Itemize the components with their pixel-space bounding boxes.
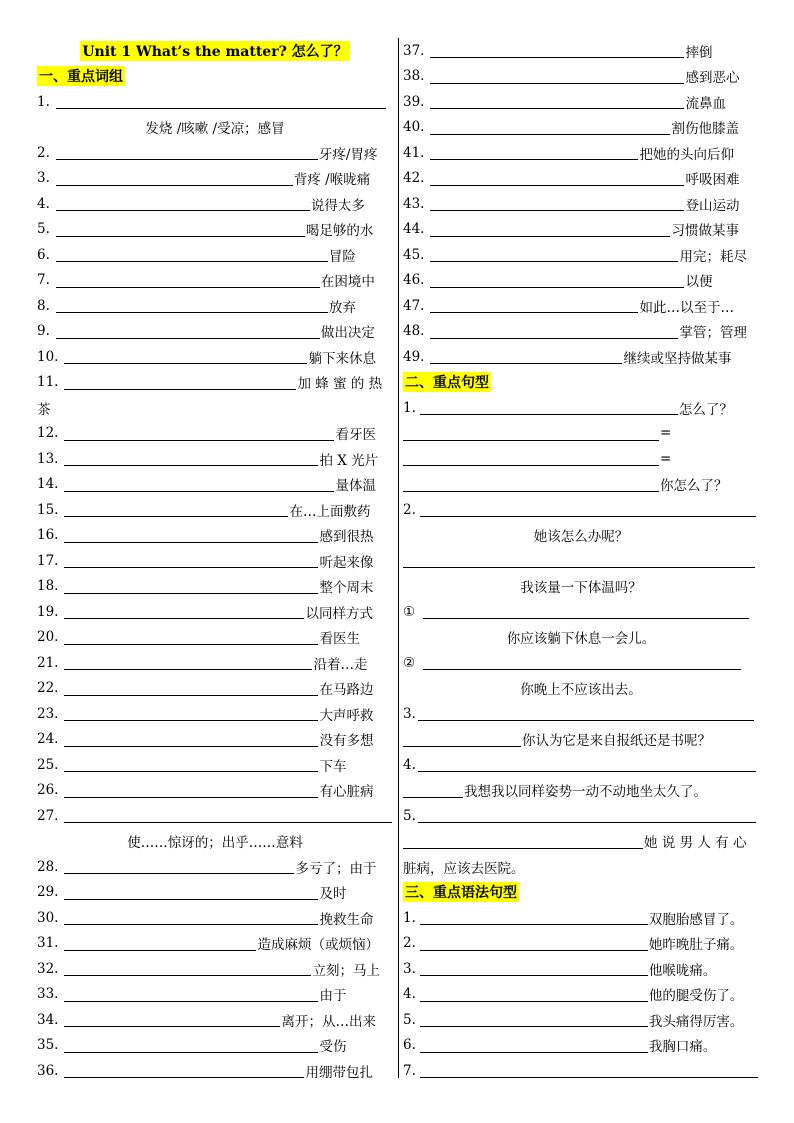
item-hint: 双胞胎感冒了。 xyxy=(648,911,744,928)
left-column xyxy=(37,38,393,1084)
item-number: 12. xyxy=(37,425,59,442)
list-item xyxy=(37,931,393,957)
list-item xyxy=(37,880,393,906)
sentence-2-blank-4 xyxy=(403,650,759,676)
fill-blank[interactable] xyxy=(418,808,756,823)
fill-blank[interactable] xyxy=(430,43,684,58)
item-hint: 造成麻烦（或烦恼） xyxy=(257,937,379,954)
item-hint: 挽救生命 xyxy=(319,911,374,928)
list-item xyxy=(37,803,393,829)
list-item xyxy=(37,905,393,931)
circle-marker-2: ② xyxy=(403,654,416,671)
right-column xyxy=(403,38,759,1084)
item-hint: 冒险 xyxy=(328,248,356,265)
item-hint: 以同样方式 xyxy=(305,605,373,622)
item-number: 40. xyxy=(403,119,425,136)
list-item xyxy=(403,293,759,319)
item-number: 31. xyxy=(37,935,59,952)
list-item xyxy=(37,293,393,319)
item-hint: 多亏了；由于 xyxy=(295,860,377,877)
item-number: 15. xyxy=(37,501,59,518)
list-item xyxy=(37,217,393,243)
list-item xyxy=(403,115,759,141)
fill-blank[interactable] xyxy=(56,247,328,262)
item-hint: 以便 xyxy=(685,274,713,291)
item-hint: 沿着…走 xyxy=(313,656,368,673)
fill-blank[interactable] xyxy=(64,349,307,364)
fill-blank[interactable] xyxy=(430,324,678,339)
fill-blank[interactable] xyxy=(64,1012,280,1027)
item-hint: 我头痛得厉害。 xyxy=(648,1013,744,1030)
list-item xyxy=(37,140,393,166)
item-hint: 流鼻血 xyxy=(685,95,726,112)
item-number: 30. xyxy=(37,909,59,926)
fill-blank[interactable] xyxy=(420,961,648,976)
item-hint: 你晚上不应该出去。 xyxy=(520,682,642,699)
item-number: 48. xyxy=(403,323,425,340)
item-hint: 离开；从…出来 xyxy=(281,1013,376,1030)
list-item xyxy=(37,599,393,625)
item-hint: 看医生 xyxy=(319,631,360,648)
fill-blank[interactable] xyxy=(403,451,659,466)
item-hint: 习惯做某事 xyxy=(671,223,739,240)
fill-blank[interactable] xyxy=(64,553,318,568)
list-item xyxy=(37,395,393,421)
item-hint: 及时 xyxy=(319,886,347,903)
fill-blank[interactable] xyxy=(430,94,684,109)
phrase-list-right xyxy=(403,38,759,370)
list-item xyxy=(37,752,393,778)
item-number: 6. xyxy=(37,246,50,263)
list-item xyxy=(37,574,393,600)
item-hint: 怎么了？ xyxy=(678,401,733,418)
sentence-4 xyxy=(403,752,759,778)
item-hint: 你怎么了？ xyxy=(660,478,728,495)
list-item xyxy=(37,625,393,651)
item-hint: 如此…以至于… xyxy=(639,299,734,316)
fill-blank[interactable] xyxy=(430,171,684,186)
item-hint: 有心脏病 xyxy=(319,784,374,801)
item-hint: 在…上面敷药 xyxy=(289,503,371,520)
fill-blank[interactable] xyxy=(64,987,318,1002)
list-item xyxy=(37,191,393,217)
fill-blank[interactable] xyxy=(420,1063,758,1078)
list-item xyxy=(37,472,393,498)
item-hint: 听起来像 xyxy=(319,554,374,571)
item-hint: 他的腿受伤了。 xyxy=(648,988,744,1005)
equals-sign: = xyxy=(660,450,672,467)
list-item xyxy=(37,242,393,268)
item-hint: 你认为它是来自报纸还是书呢？ xyxy=(522,733,711,750)
item-number: 2. xyxy=(403,935,416,952)
grammar-item xyxy=(403,1007,759,1033)
fill-blank[interactable] xyxy=(64,936,256,951)
fill-blank[interactable] xyxy=(420,987,648,1002)
list-item xyxy=(37,1058,393,1084)
item-hint: 感到恶心 xyxy=(685,70,740,87)
item-hint: 做出决定 xyxy=(320,325,375,342)
item-number: 18. xyxy=(37,578,59,595)
section-1-title: 一、重点词组 xyxy=(37,66,125,86)
item-hint: 背疼 /喉咙痛 xyxy=(293,172,371,189)
item-hint: 掌管；管理 xyxy=(679,325,747,342)
grammar-item xyxy=(403,982,759,1008)
list-item xyxy=(37,319,393,345)
fill-blank[interactable] xyxy=(420,1038,648,1053)
fill-blank[interactable] xyxy=(64,477,334,492)
item-number: 28. xyxy=(37,858,59,875)
item-hint: 在困境中 xyxy=(320,274,375,291)
item-number: 7. xyxy=(37,272,50,289)
list-item xyxy=(37,268,393,294)
item-number: 5. xyxy=(37,221,50,238)
item-number: 9. xyxy=(37,323,50,340)
fill-blank[interactable] xyxy=(420,936,648,951)
list-item xyxy=(37,446,393,472)
item-hint: 继续或坚持做某事 xyxy=(623,350,732,367)
section-2-title: 二、重点句型 xyxy=(403,372,491,392)
list-item xyxy=(403,140,759,166)
item-number: 7. xyxy=(403,1062,416,1079)
item-number: 2. xyxy=(403,501,416,518)
item-hint: 看牙医 xyxy=(335,427,376,444)
grammar-list xyxy=(403,905,759,1084)
item-hint: 他喉咙痛。 xyxy=(648,962,717,979)
item-hint: 把她的头向后仰 xyxy=(639,146,734,163)
item-number: 25. xyxy=(37,756,59,773)
list-item xyxy=(37,497,393,523)
item-hint: 用完；耗尽 xyxy=(679,248,747,265)
fill-blank[interactable] xyxy=(64,655,312,670)
item-number: 37. xyxy=(403,42,425,59)
sentence-1 xyxy=(403,395,759,421)
item-hint: 我胸口痛。 xyxy=(648,1039,717,1056)
sentence-3-hint xyxy=(403,727,759,753)
item-hint: 加 蜂 蜜 的 热 xyxy=(297,376,383,393)
item-hint: 感到很热 xyxy=(319,529,374,546)
list-item xyxy=(403,38,759,64)
item-number: 32. xyxy=(37,960,59,977)
item-hint: 登山运动 xyxy=(685,197,740,214)
item-hint: 躺下来休息 xyxy=(308,350,376,367)
list-item xyxy=(37,701,393,727)
fill-blank[interactable] xyxy=(430,273,684,288)
item-number: 17. xyxy=(37,552,59,569)
item-number: 26. xyxy=(37,782,59,799)
item-hint: 割伤他膝盖 xyxy=(671,121,739,138)
fill-blank[interactable] xyxy=(430,120,670,135)
list-item xyxy=(37,548,393,574)
fill-blank[interactable] xyxy=(403,783,463,798)
item-number: 24. xyxy=(37,731,59,748)
item-hint: 没有多想 xyxy=(319,733,374,750)
grammar-item xyxy=(403,956,759,982)
item-number: 47. xyxy=(403,297,425,314)
item-number: 1. xyxy=(403,399,416,416)
fill-blank[interactable] xyxy=(420,910,648,925)
fill-blank[interactable] xyxy=(430,247,678,262)
item-number: 33. xyxy=(37,986,59,1003)
fill-blank[interactable] xyxy=(64,528,318,543)
sentence-5-hint xyxy=(403,829,759,855)
item-number: 43. xyxy=(403,195,425,212)
item-hint: 摔倒 xyxy=(685,44,713,61)
fill-blank[interactable] xyxy=(403,834,643,849)
item-number: 20. xyxy=(37,629,59,646)
fill-blank[interactable] xyxy=(56,222,305,237)
fill-blank[interactable] xyxy=(403,732,521,747)
fill-blank[interactable] xyxy=(423,655,741,670)
section-header-grammar xyxy=(403,880,759,906)
list-item xyxy=(403,89,759,115)
sentence-2-blank-3 xyxy=(403,599,759,625)
item-hint: 大声呼救 xyxy=(319,707,374,724)
fill-blank[interactable] xyxy=(64,604,304,619)
item-hint-continued: 茶 xyxy=(37,401,51,418)
item-hint: 下车 xyxy=(319,758,347,775)
fill-blank[interactable] xyxy=(64,910,318,925)
fill-blank[interactable] xyxy=(56,324,320,339)
fill-blank[interactable] xyxy=(64,808,392,823)
item-number: 13. xyxy=(37,450,59,467)
list-item xyxy=(37,115,393,141)
item-hint-continued: 脏病，应该去医院。 xyxy=(403,860,525,877)
fill-blank[interactable] xyxy=(64,757,318,772)
fill-blank[interactable] xyxy=(64,961,311,976)
circle-marker-1: ① xyxy=(403,603,416,620)
item-number: 44. xyxy=(403,221,425,238)
list-item xyxy=(403,319,759,345)
item-number: 3. xyxy=(403,705,416,722)
list-item xyxy=(403,191,759,217)
fill-blank[interactable] xyxy=(64,1038,318,1053)
item-number: 21. xyxy=(37,654,59,671)
sentence-2-hint-2 xyxy=(403,574,759,600)
item-hint: 她该怎么办呢？ xyxy=(533,529,629,546)
item-number: 16. xyxy=(37,527,59,544)
item-number: 23. xyxy=(37,705,59,722)
fill-blank[interactable] xyxy=(56,145,318,160)
fill-blank[interactable] xyxy=(403,553,755,568)
sentence-3 xyxy=(403,701,759,727)
fill-blank[interactable] xyxy=(420,1012,648,1027)
fill-blank[interactable] xyxy=(430,196,684,211)
fill-blank[interactable] xyxy=(56,273,320,288)
item-hint: 由于 xyxy=(319,988,347,1005)
fill-blank[interactable] xyxy=(423,604,749,619)
fill-blank[interactable] xyxy=(420,400,678,415)
list-item xyxy=(37,523,393,549)
sentence-2-hint-3 xyxy=(403,625,759,651)
item-number: 1. xyxy=(403,909,416,926)
list-item xyxy=(37,344,393,370)
item-number: 2. xyxy=(37,144,50,161)
sentence-5 xyxy=(403,803,759,829)
item-hint: 牙疼/胃疼 xyxy=(318,146,378,163)
equals-sign: = xyxy=(660,425,672,442)
list-item xyxy=(403,166,759,192)
fill-blank[interactable] xyxy=(430,69,684,84)
list-item xyxy=(37,421,393,447)
item-number: 36. xyxy=(37,1062,59,1079)
phrase-list-left xyxy=(37,89,393,1084)
item-number: 19. xyxy=(37,603,59,620)
sentence-2-hint-4 xyxy=(403,676,759,702)
item-hint: 使……惊讶的；出乎……意料 xyxy=(127,835,303,852)
section-header-phrases xyxy=(37,64,393,90)
fill-blank[interactable] xyxy=(64,502,288,517)
sentence-1-alt-c xyxy=(403,472,759,498)
fill-blank[interactable] xyxy=(418,757,756,772)
list-item xyxy=(403,242,759,268)
fill-blank[interactable] xyxy=(64,783,318,798)
sentence-5-cont xyxy=(403,854,759,880)
fill-blank[interactable] xyxy=(430,145,638,160)
item-hint: 呼吸困难 xyxy=(685,172,740,189)
item-hint: 说得太多 xyxy=(310,197,365,214)
item-number: 46. xyxy=(403,272,425,289)
item-number: 49. xyxy=(403,348,425,365)
item-hint: 你应该躺下休息一会儿。 xyxy=(506,631,656,648)
item-number: 4. xyxy=(37,195,50,212)
item-number: 35. xyxy=(37,1037,59,1054)
list-item xyxy=(37,956,393,982)
item-number: 38. xyxy=(403,68,425,85)
sentence-2-blank-2 xyxy=(403,548,759,574)
list-item xyxy=(37,829,393,855)
fill-blank[interactable] xyxy=(64,451,318,466)
item-number: 10. xyxy=(37,348,59,365)
sentence-2-hint-1 xyxy=(403,523,759,549)
item-hint: 发烧 /咳嗽 /受凉；感冒 xyxy=(145,121,285,138)
list-item xyxy=(37,854,393,880)
section-header-sentences xyxy=(403,370,759,396)
grammar-item xyxy=(403,905,759,931)
item-hint: 在马路边 xyxy=(319,682,374,699)
item-hint: 受伤 xyxy=(319,1039,347,1056)
fill-blank[interactable] xyxy=(64,630,318,645)
grammar-item xyxy=(403,1058,759,1084)
fill-blank[interactable] xyxy=(64,859,294,874)
item-hint: 量体温 xyxy=(335,478,376,495)
item-number: 8. xyxy=(37,297,50,314)
list-item xyxy=(37,982,393,1008)
item-hint: 她昨晚肚子痛。 xyxy=(648,937,744,954)
fill-blank[interactable] xyxy=(56,171,293,186)
item-hint: 喝足够的水 xyxy=(305,223,374,240)
fill-blank[interactable] xyxy=(64,732,318,747)
fill-blank[interactable] xyxy=(64,579,318,594)
item-number: 4. xyxy=(403,986,416,1003)
list-item xyxy=(37,650,393,676)
item-hint: 整个周末 xyxy=(319,580,374,597)
list-item xyxy=(37,166,393,192)
column-divider xyxy=(398,38,399,1078)
item-hint: 我该量一下体温吗？ xyxy=(520,580,642,597)
fill-blank[interactable] xyxy=(430,222,670,237)
grammar-item xyxy=(403,1033,759,1059)
item-hint: 立刻；马上 xyxy=(312,962,380,979)
item-number: 39. xyxy=(403,93,425,110)
list-item xyxy=(403,64,759,90)
fill-blank[interactable] xyxy=(430,349,622,364)
list-item xyxy=(37,676,393,702)
list-item xyxy=(403,344,759,370)
list-item xyxy=(37,1033,393,1059)
item-number: 11. xyxy=(37,374,59,391)
item-number: 27. xyxy=(37,807,59,824)
item-number: 6. xyxy=(403,1037,416,1054)
fill-blank[interactable] xyxy=(403,426,659,441)
item-number: 3. xyxy=(37,170,50,187)
item-number: 29. xyxy=(37,884,59,901)
item-number: 41. xyxy=(403,144,425,161)
fill-blank[interactable] xyxy=(403,477,659,492)
item-number: 14. xyxy=(37,476,59,493)
list-item xyxy=(37,727,393,753)
fill-blank[interactable] xyxy=(56,298,328,313)
item-number: 5. xyxy=(403,807,416,824)
item-number: 45. xyxy=(403,246,425,263)
item-number: 34. xyxy=(37,1011,59,1028)
item-hint: 放弃 xyxy=(328,299,356,316)
fill-blank[interactable] xyxy=(64,1063,304,1078)
item-number: 42. xyxy=(403,170,425,187)
item-hint: 用绷带包扎 xyxy=(305,1064,373,1081)
item-number: 5. xyxy=(403,1011,416,1028)
fill-blank[interactable] xyxy=(420,502,756,517)
doc-title: Unit 1 What’s the matter? 怎么了？ xyxy=(80,41,349,61)
list-item xyxy=(403,268,759,294)
fill-blank[interactable] xyxy=(56,196,310,211)
fill-blank[interactable] xyxy=(64,706,318,721)
list-item xyxy=(37,1007,393,1033)
list-item xyxy=(37,370,393,396)
fill-blank[interactable] xyxy=(64,426,334,441)
item-number: 3. xyxy=(403,960,416,977)
fill-blank[interactable] xyxy=(64,375,296,390)
sentence-2 xyxy=(403,497,759,523)
sentence-1-alt-a xyxy=(403,421,759,447)
list-item xyxy=(37,778,393,804)
list-item xyxy=(37,89,393,115)
item-hint: 她 说 男 人 有 心 xyxy=(644,835,747,852)
fill-blank[interactable] xyxy=(418,706,754,721)
doc-title-row xyxy=(37,38,393,64)
item-hint: 我想我以同样姿势一动不动地坐太久了。 xyxy=(464,784,707,801)
fill-blank[interactable] xyxy=(430,298,638,313)
item-number: 1. xyxy=(37,93,50,110)
list-item xyxy=(403,217,759,243)
fill-blank[interactable] xyxy=(56,94,386,109)
item-number: 4. xyxy=(403,756,416,773)
fill-blank[interactable] xyxy=(64,885,318,900)
grammar-item xyxy=(403,931,759,957)
item-hint: 拍 X 光片 xyxy=(319,452,379,469)
section-3-title: 三、重点语法句型 xyxy=(403,882,519,902)
sentence-1-alt-b xyxy=(403,446,759,472)
fill-blank[interactable] xyxy=(64,681,318,696)
item-number: 22. xyxy=(37,680,59,697)
sentence-4-hint xyxy=(403,778,759,804)
